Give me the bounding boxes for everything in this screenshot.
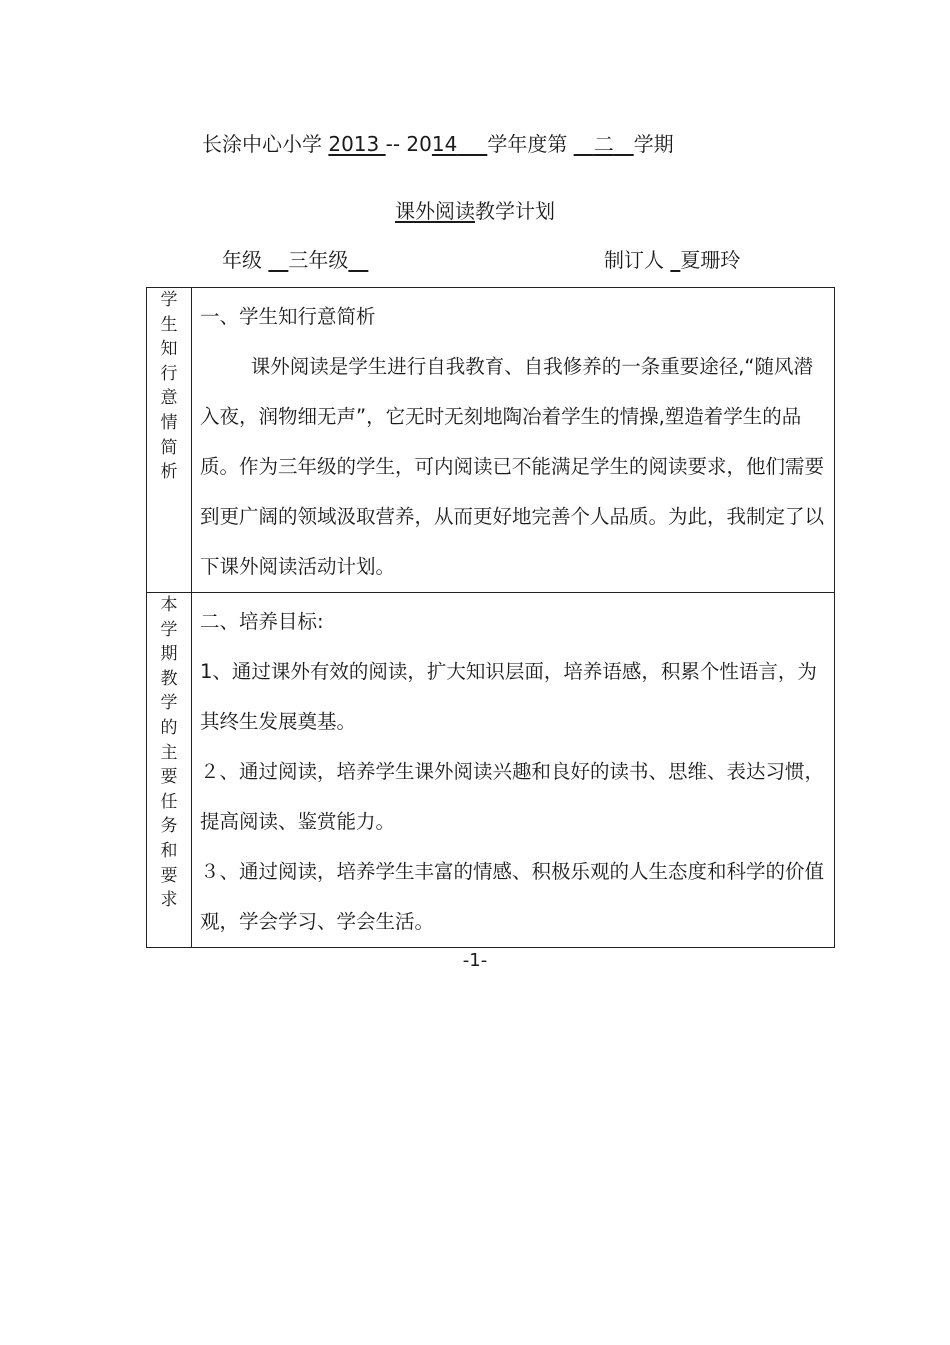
side-label-cell — [147, 593, 192, 948]
title-underlined: 课外阅读 — [395, 199, 475, 223]
title-rest: 教学计划 — [475, 199, 555, 223]
author-label: 制订人 — [604, 248, 664, 272]
list-item: ３、通过阅读，培养学生丰富的情感、积极乐观的人生态度和科学的价值观，学会学习、学会生活。 — [200, 860, 825, 933]
page-number: -1- — [462, 950, 488, 971]
grade-label: 年级 — [222, 248, 262, 272]
analysis-paragraph: 课外阅读是学生进行自我教育、自我修养的一条重要途径,“随风潜入夜，润物细无声”，它无时无刻地陶冶着学生的情操,塑造着学生的品质。作为三年级的学生，可内阅读已不能满足学生的阅读要求，他们需要到更广阔的领域汲取营养，从而更好地完善个人品质。为此，我制定了以下课外阅读活动计划。 — [200, 355, 825, 578]
year-end: 14 — [431, 132, 458, 156]
term-blank-left — [574, 132, 594, 156]
section-heading: 一、学生知行意简析 — [200, 305, 376, 328]
list-item: ２、通过阅读，培养学生课外阅读兴趣和良好的读书、思维、表达习惯，提高阅读、鉴赏能力。 — [200, 760, 825, 833]
section-heading: 二、培养目标: — [200, 610, 324, 633]
grade-value: 三年级 — [288, 248, 349, 272]
year-label: 学年度第 — [487, 132, 568, 156]
content-cell — [192, 593, 835, 948]
content-cell — [192, 288, 835, 593]
grade-line — [222, 244, 368, 276]
table-row — [147, 288, 835, 593]
table-row — [147, 593, 835, 948]
school-term-line — [202, 128, 674, 160]
term-value: 二 — [593, 132, 614, 156]
term-blank-right — [614, 132, 634, 156]
author-blank-left — [670, 248, 680, 272]
school-name: 长涂中心小学 — [202, 132, 322, 156]
plan-table — [146, 287, 835, 948]
term-label: 学期 — [633, 132, 674, 156]
grade-blank-left — [268, 248, 288, 272]
year-start: 2013 — [328, 132, 386, 156]
side-label-cell — [147, 288, 192, 593]
list-item: 1、通过课外有效的阅读，扩大知识层面，培养语感，积累个性语言，为其终生发展奠基。 — [200, 660, 817, 733]
grade-blank-right — [348, 248, 368, 272]
document-title — [0, 196, 950, 226]
author-line — [604, 244, 740, 276]
side-label-tasks: 本学期教学的主要任务和要求 — [160, 595, 178, 911]
year-blank — [457, 132, 487, 156]
author-value: 夏珊玲 — [680, 248, 741, 272]
side-label-analysis: 学生知行意情简析 — [160, 290, 178, 483]
year-separator: -- 20 — [385, 132, 432, 156]
